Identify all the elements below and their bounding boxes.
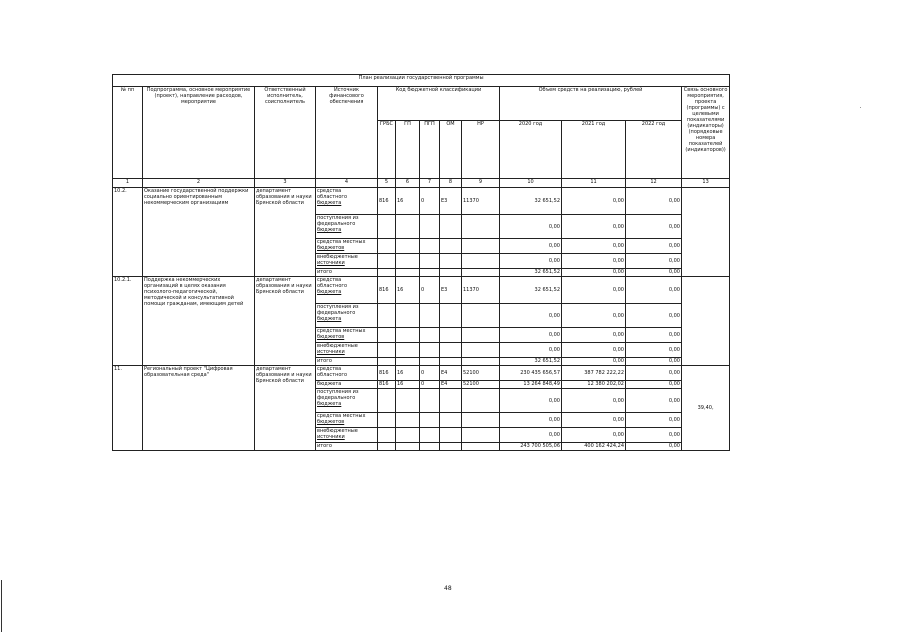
code-om: Е3 bbox=[440, 277, 462, 304]
value-2020: 32 651,52 bbox=[500, 277, 562, 304]
header-om: ОМ bbox=[440, 121, 462, 179]
source-regional-part: бюджета bbox=[316, 381, 378, 389]
total-2020: 32 651,52 bbox=[500, 358, 562, 366]
code-om: Е4 bbox=[440, 366, 462, 381]
value-2020: 0,00 bbox=[500, 239, 562, 254]
scan-dot bbox=[860, 107, 861, 108]
source-extra: внебюджетные источники bbox=[316, 428, 378, 443]
source-local: средства местных бюджетов bbox=[316, 328, 378, 343]
value-2021: 0,00 bbox=[562, 328, 626, 343]
column-number: 4 bbox=[316, 179, 378, 188]
header-pgp: ПГП bbox=[420, 121, 440, 179]
column-number: 5 bbox=[378, 179, 396, 188]
column-number: 12 bbox=[626, 179, 682, 188]
source-extra: внебюджетные источники bbox=[316, 343, 378, 358]
value-2021: 0,00 bbox=[562, 389, 626, 413]
value-2021: 0,00 bbox=[562, 343, 626, 358]
value-2022: 0,00 bbox=[626, 343, 682, 358]
value-2020: 32 651,52 bbox=[500, 188, 562, 215]
value-2022: 0,00 bbox=[626, 277, 682, 304]
value-2020: 0,00 bbox=[500, 413, 562, 428]
value-2022: 0,00 bbox=[626, 366, 682, 381]
header-link: Связь основного мероприятия, проекта (программы) с целевыми показателями (индикаторы) (порядковые номера показателей (индикаторов)) bbox=[682, 87, 730, 179]
value-2022: 0,00 bbox=[626, 215, 682, 239]
code-grbs: 816 bbox=[378, 381, 396, 389]
code-grbs: 816 bbox=[378, 188, 396, 215]
code-nr: 11370 bbox=[462, 188, 500, 215]
value-2021: 0,00 bbox=[562, 428, 626, 443]
column-number: 6 bbox=[396, 179, 420, 188]
value-2020: 0,00 bbox=[500, 389, 562, 413]
header-2022: 2022 год bbox=[626, 121, 682, 179]
source-total: итого bbox=[316, 269, 378, 277]
source-total: итого bbox=[316, 443, 378, 451]
code-gp: 16 bbox=[396, 381, 420, 389]
value-2020: 230 435 656,57 bbox=[500, 366, 562, 381]
code-pgp: 0 bbox=[420, 277, 440, 304]
header-nr: НР bbox=[462, 121, 500, 179]
value-2020: 0,00 bbox=[500, 328, 562, 343]
row-name: Оказание государственной поддержки социально ориентированным некоммерческим организациям bbox=[143, 188, 255, 277]
source-regional: средства областного бюджета bbox=[316, 277, 378, 304]
table-row bbox=[113, 366, 730, 381]
header-budget-code: Код бюджетной классификации bbox=[378, 87, 500, 121]
column-number-row bbox=[113, 179, 730, 188]
row-executor: департамент образования и науки Брянской области bbox=[255, 188, 316, 277]
source-federal: поступления из федерального бюджета bbox=[316, 304, 378, 328]
value-2022: 0,00 bbox=[626, 428, 682, 443]
header-volume: Объем средств на реализацию, рублей bbox=[500, 87, 682, 121]
value-2020: 13 264 848,49 bbox=[500, 381, 562, 389]
row-name: Региональный проект "Цифровая образовательная среда" bbox=[143, 366, 255, 451]
value-2021: 0,00 bbox=[562, 304, 626, 328]
value-2021: 387 782 222,22 bbox=[562, 366, 626, 381]
value-2020: 0,00 bbox=[500, 428, 562, 443]
value-2022: 0,00 bbox=[626, 254, 682, 269]
plan-table bbox=[112, 74, 730, 451]
header-subprogram: Подпрограмма, основное мероприятие (проект), направление расходов, мероприятие bbox=[143, 87, 255, 179]
scan-edge-mark bbox=[1, 580, 2, 632]
page-number: 48 bbox=[444, 585, 452, 592]
code-om: Е4 bbox=[440, 381, 462, 389]
source-federal: поступления из федерального бюджета bbox=[316, 215, 378, 239]
value-2022: 0,00 bbox=[626, 239, 682, 254]
value-2022: 0,00 bbox=[626, 389, 682, 413]
code-om: Е3 bbox=[440, 188, 462, 215]
source-extra: внебюджетные источники bbox=[316, 254, 378, 269]
table-title: План реализации государственной программы bbox=[113, 75, 730, 87]
row-number: 10.2. bbox=[113, 188, 143, 277]
code-nr: 52100 bbox=[462, 366, 500, 381]
table-row bbox=[113, 277, 730, 304]
value-2022: 0,00 bbox=[626, 188, 682, 215]
row-link: 39,40, bbox=[682, 366, 730, 451]
header-num: № пп bbox=[113, 87, 143, 179]
value-2021: 0,00 bbox=[562, 239, 626, 254]
value-2021: 0,00 bbox=[562, 188, 626, 215]
value-2021: 0,00 bbox=[562, 215, 626, 239]
code-pgp: 0 bbox=[420, 188, 440, 215]
value-2021: 0,00 bbox=[562, 277, 626, 304]
header-source: Источник финансового обеспечения bbox=[316, 87, 378, 179]
total-2022: 0,00 bbox=[626, 358, 682, 366]
source-regional-part: средства областного bbox=[316, 366, 378, 381]
value-2020: 0,00 bbox=[500, 343, 562, 358]
source-local: средства местных бюджетов bbox=[316, 413, 378, 428]
header-executor: Ответственный исполнитель, соисполнитель bbox=[255, 87, 316, 179]
code-nr: 11370 bbox=[462, 277, 500, 304]
column-number: 8 bbox=[440, 179, 462, 188]
row-executor: департамент образования и науки Брянской области bbox=[255, 366, 316, 451]
table-row bbox=[113, 188, 730, 215]
total-2020: 32 651,52 bbox=[500, 269, 562, 277]
source-federal: поступления из федерального бюджета bbox=[316, 389, 378, 413]
column-number: 11 bbox=[562, 179, 626, 188]
code-gp: 16 bbox=[396, 188, 420, 215]
row-number: 10.2.1. bbox=[113, 277, 143, 366]
header-2021: 2021 год bbox=[562, 121, 626, 179]
code-nr: 52100 bbox=[462, 381, 500, 389]
value-2022: 0,00 bbox=[626, 328, 682, 343]
code-gp: 16 bbox=[396, 366, 420, 381]
code-grbs: 816 bbox=[378, 366, 396, 381]
row-executor: департамент образования и науки Брянской области bbox=[255, 277, 316, 366]
code-gp: 16 bbox=[396, 277, 420, 304]
column-number: 1 bbox=[113, 179, 143, 188]
column-number: 13 bbox=[682, 179, 730, 188]
column-number: 10 bbox=[500, 179, 562, 188]
header-gp: ГП bbox=[396, 121, 420, 179]
row-name: Поддержка некоммерческих организаций в целях оказания психолого-педагогической, методической и консультативной помощи гражданам, имеющим детей bbox=[143, 277, 255, 366]
column-number: 3 bbox=[255, 179, 316, 188]
row-link bbox=[682, 277, 730, 366]
value-2020: 0,00 bbox=[500, 215, 562, 239]
code-pgp: 0 bbox=[420, 366, 440, 381]
column-number: 2 bbox=[143, 179, 255, 188]
value-2021: 12 380 202,02 bbox=[562, 381, 626, 389]
total-2021: 0,00 bbox=[562, 358, 626, 366]
total-2021: 0,00 bbox=[562, 269, 626, 277]
source-local: средства местных бюджетов bbox=[316, 239, 378, 254]
value-2022: 0,00 bbox=[626, 381, 682, 389]
total-2022: 0,00 bbox=[626, 443, 682, 451]
code-pgp: 0 bbox=[420, 381, 440, 389]
value-2020: 0,00 bbox=[500, 254, 562, 269]
header-2020: 2020 год bbox=[500, 121, 562, 179]
row-link bbox=[682, 188, 730, 277]
value-2022: 0,00 bbox=[626, 304, 682, 328]
total-2022: 0,00 bbox=[626, 269, 682, 277]
source-total: итого bbox=[316, 358, 378, 366]
value-2021: 0,00 bbox=[562, 413, 626, 428]
source-regional: средства областного бюджета bbox=[316, 188, 378, 215]
value-2020: 0,00 bbox=[500, 304, 562, 328]
header-grbs: ГРБС bbox=[378, 121, 396, 179]
total-2021: 400 162 424,24 bbox=[562, 443, 626, 451]
row-number: 11. bbox=[113, 366, 143, 451]
code-grbs: 816 bbox=[378, 277, 396, 304]
column-number: 7 bbox=[420, 179, 440, 188]
value-2021: 0,00 bbox=[562, 254, 626, 269]
column-number: 9 bbox=[462, 179, 500, 188]
value-2022: 0,00 bbox=[626, 413, 682, 428]
total-2020: 243 700 505,06 bbox=[500, 443, 562, 451]
